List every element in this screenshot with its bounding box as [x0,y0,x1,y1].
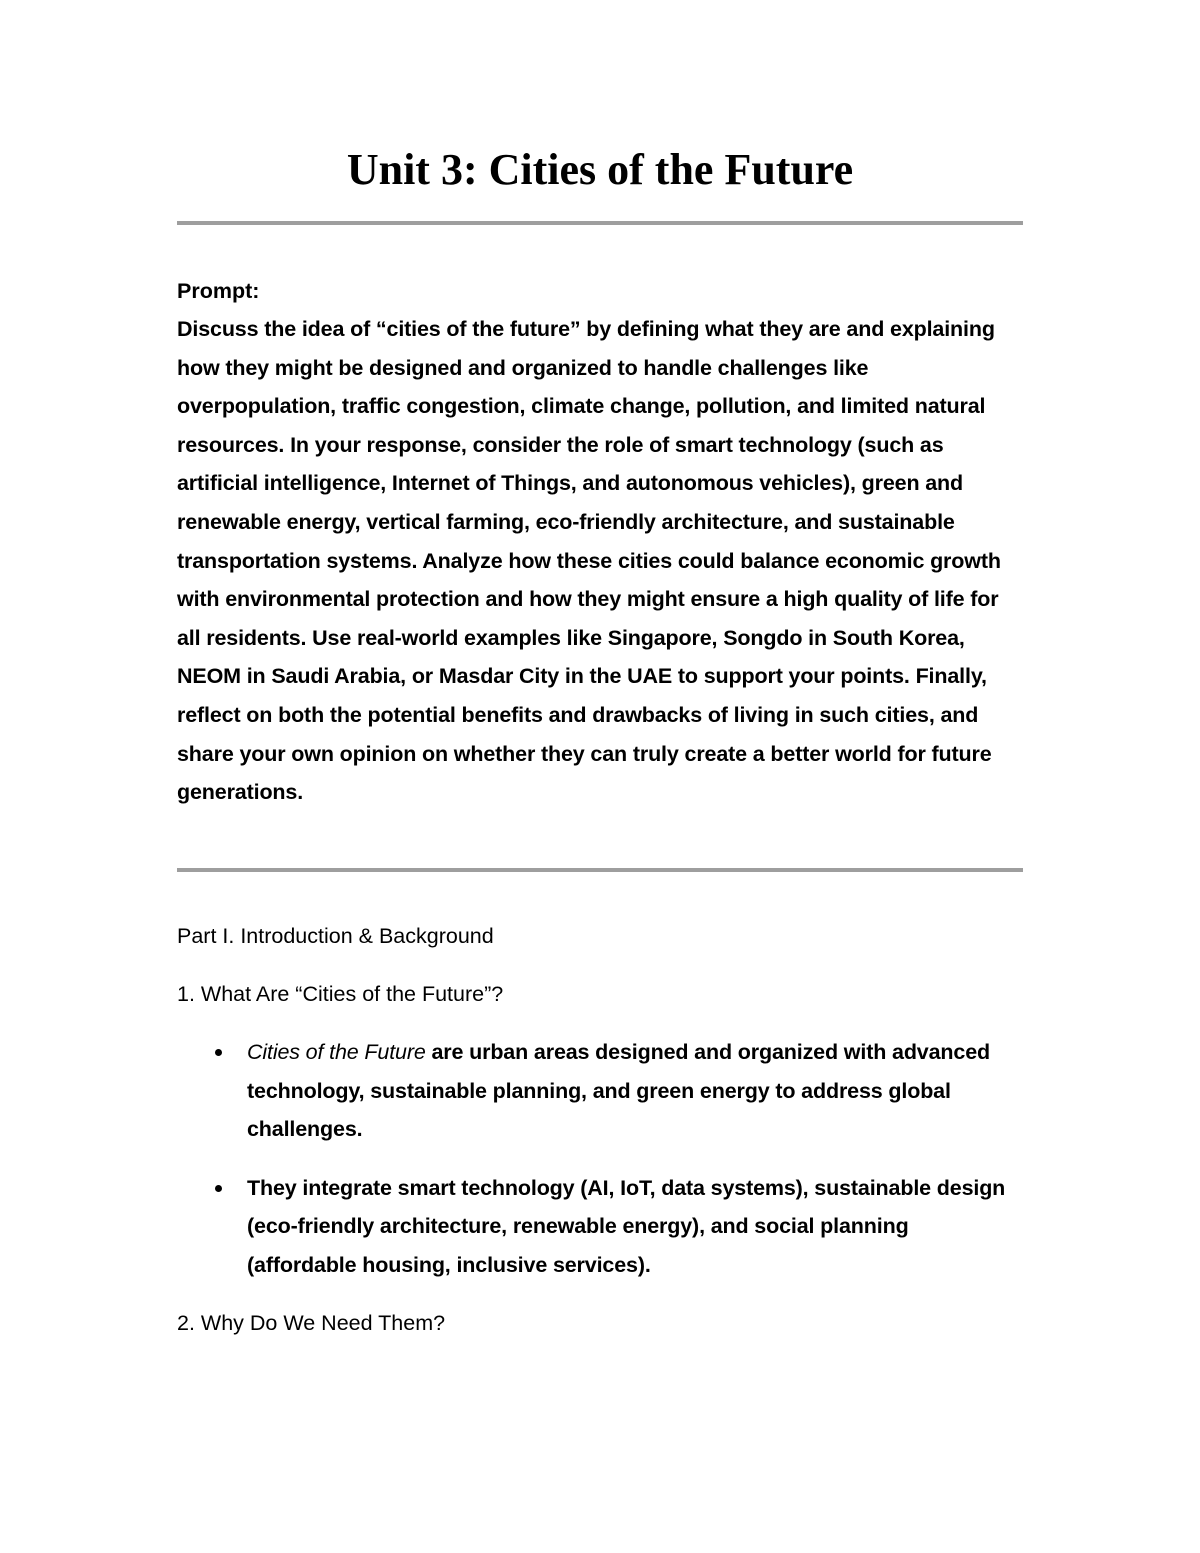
prompt-label: Prompt: [177,279,260,303]
bullet-item [177,1033,1023,1149]
document-title: Unit 3: Cities of the Future [346,145,854,194]
defined-term: Cities of the Future [247,1040,426,1064]
bullet-item [177,1169,1023,1285]
prompt-divider [177,868,1023,872]
bullet-list-1 [177,1033,1023,1305]
bullet-text: are urban areas designed and organized with advanced technology, sustainable planning, and green energy to address global challenges. [247,1040,990,1142]
part-heading: Part I. Introduction & Background [177,924,494,948]
title-divider [177,221,1023,225]
prompt-text: Discuss the idea of “cities of the future” by defining what they are and explaining how they might be designed and organized to handle challenges like overpopulation, traffic congestion, climate change, pollution, and limited natural resources. In your response, consider the role of smart technology (such as artificial intelligence, Internet of Things, and autonomous vehicles), green and renewable energy, vertical farming, eco-friendly architecture, and sustainable transportation systems. Analyze how these cities could balance economic growth with environmental protection and how they might ensure a high quality of life for all residents. Use real-world examples like Singapore, Songdo in South Korea, NEOM in Saudi Arabia, or Masdar City in the UAE to support your points. Finally, reflect on both the potential benefits and drawbacks of living in such cities, and share your own opinion on whether they can truly create a better world for future generations. [177,317,1001,805]
question-heading-2: 2. Why Do We Need Them? [177,1311,446,1335]
bullet-icon [215,1049,222,1056]
bullet-icon [215,1185,222,1192]
bullet-text: They integrate smart technology (AI, IoT, data systems), sustainable design (eco-friendly architecture, renewable energy), and social planning (affordable housing, inclusive services). [247,1175,1006,1277]
question-heading-1: 1. What Are “Cities of the Future”? [177,982,504,1006]
